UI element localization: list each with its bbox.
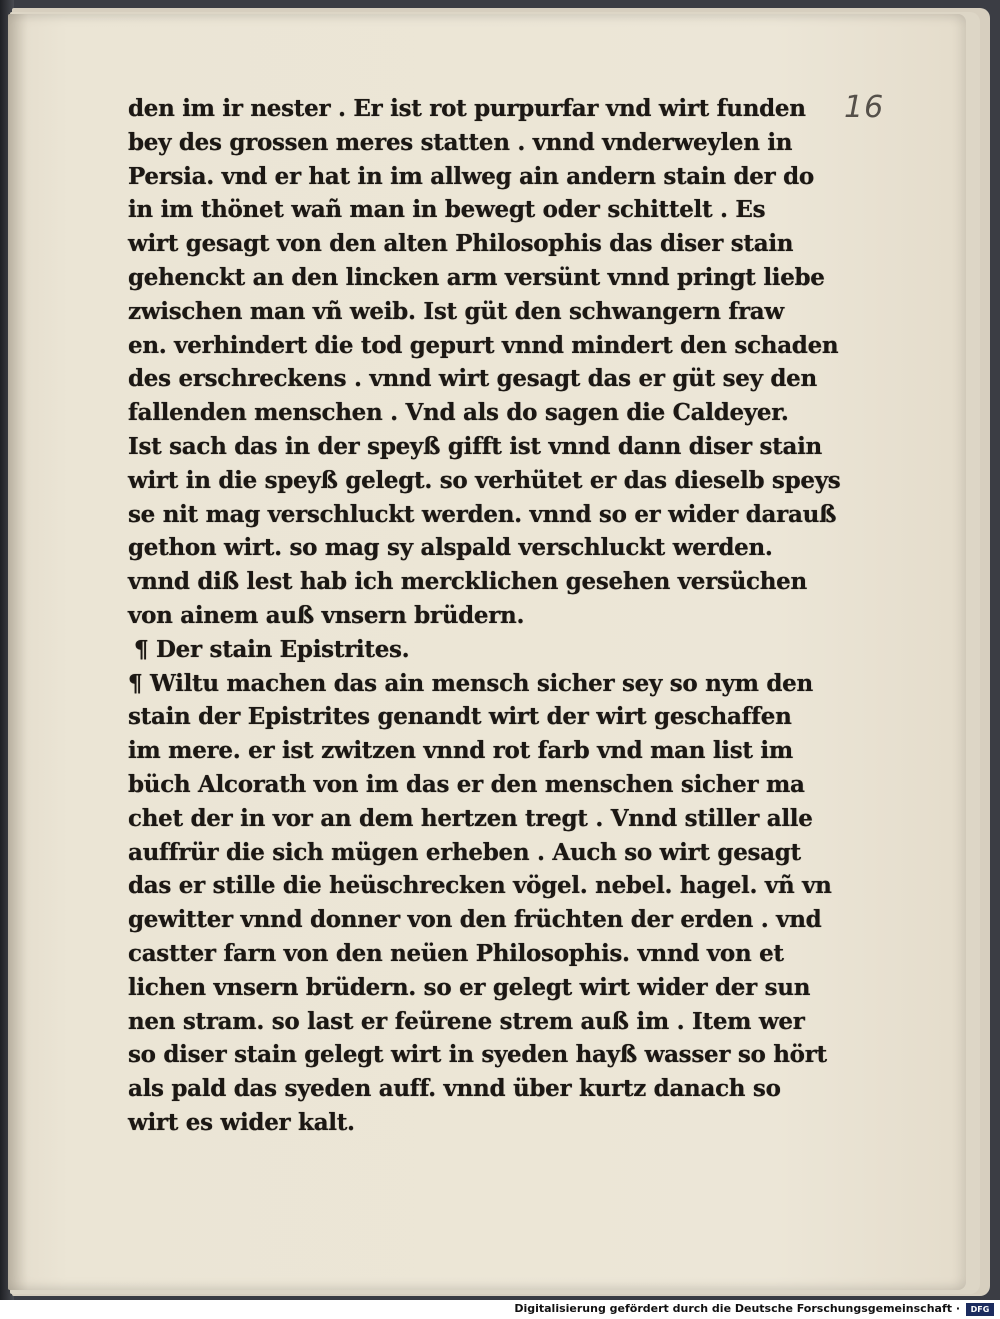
text-line: von ainem auß vnsern brüdern. xyxy=(128,601,525,629)
text-line: vnnd diß lest hab ich mercklichen gesehen versüchen xyxy=(128,568,807,596)
text-line: chet der in vor an dem hertzen tregt . Vnnd stiller alle xyxy=(128,804,813,832)
funding-credit: Digitalisierung gefördert durch die Deutsche Forschungsgemeinschaft · xyxy=(514,1302,960,1315)
text-line: Persia. vnd er hat in im allweg ain andern stain der do xyxy=(128,162,814,190)
text-line: se nit mag verschluckt werden. vnnd so er wider darauß xyxy=(128,500,837,528)
text-line: büch Alcorath von im das er den menschen sicher ma xyxy=(128,770,805,798)
text-line: des erschreckens . vnnd wirt gesagt das er güt sey den xyxy=(128,365,817,393)
section-heading: ¶ Der stain Epistrites. xyxy=(134,635,410,663)
folio-number: 16 xyxy=(844,90,885,125)
text-line: gethon wirt. so mag sy alspald verschluckt werden. xyxy=(128,534,773,562)
text-line: castter farn von den neüen Philosophis. vnnd von et xyxy=(128,939,784,967)
text-line: als pald das syeden auff. vnnd über kurtz danach so xyxy=(128,1075,781,1103)
text-line: in im thönet wañ man in bewegt oder schittelt . Es xyxy=(128,196,766,224)
text-line: im mere. er ist zwitzen vnnd rot farb vnd man list im xyxy=(128,737,793,765)
dfg-logo: DFG xyxy=(966,1303,994,1316)
text-line: wirt in die speyß gelegt. so verhütet er das dieselb speys xyxy=(128,466,841,494)
text-line: wirt es wider kalt. xyxy=(128,1108,355,1136)
footer-bar xyxy=(0,1300,1000,1319)
text-line: so diser stain gelegt wirt in syeden hayß wasser so hört xyxy=(128,1041,827,1069)
text-line: wirt gesagt von den alten Philosophis das diser stain xyxy=(128,230,794,258)
text-line: den im ir nester . Er ist rot purpurfar vnd wirt funden xyxy=(128,95,806,122)
text-line: nen stram. so last er feürene strem auß im . Item wer xyxy=(128,1007,805,1035)
text-line: bey des grossen meres statten . vnnd vnderweylen in xyxy=(128,128,793,156)
text-line: gewitter vnnd donner von den früchten der erden . vnd xyxy=(128,906,822,934)
text-line: zwischen man vñ weib. Ist güt den schwangern fraw xyxy=(128,297,784,325)
text-line: auffrür die sich mügen erheben . Auch so wirt gesagt xyxy=(128,838,801,866)
text-line: fallenden menschen . Vnd als do sagen die Caldeyer. xyxy=(128,399,789,427)
text-line: gehenckt an den lincken arm versünt vnnd pringt liebe xyxy=(128,263,825,291)
text-line: en. verhindert die tod gepurt vnnd mindert den schaden xyxy=(128,331,839,359)
text-line: stain der Epistrites genandt wirt der wirt geschaffen xyxy=(128,703,792,731)
text-block xyxy=(128,92,841,1140)
text-line: Ist sach das in der speyß gifft ist vnnd dann diser stain xyxy=(128,432,822,460)
text-line: ¶ Wiltu machen das ain mensch sicher sey so nym den xyxy=(128,669,813,697)
text-line: lichen vnsern brüdern. so er gelegt wirt wider der sun xyxy=(128,973,811,1001)
text-line: das er stille die heüschrecken vögel. nebel. hagel. vñ vn xyxy=(128,872,832,900)
